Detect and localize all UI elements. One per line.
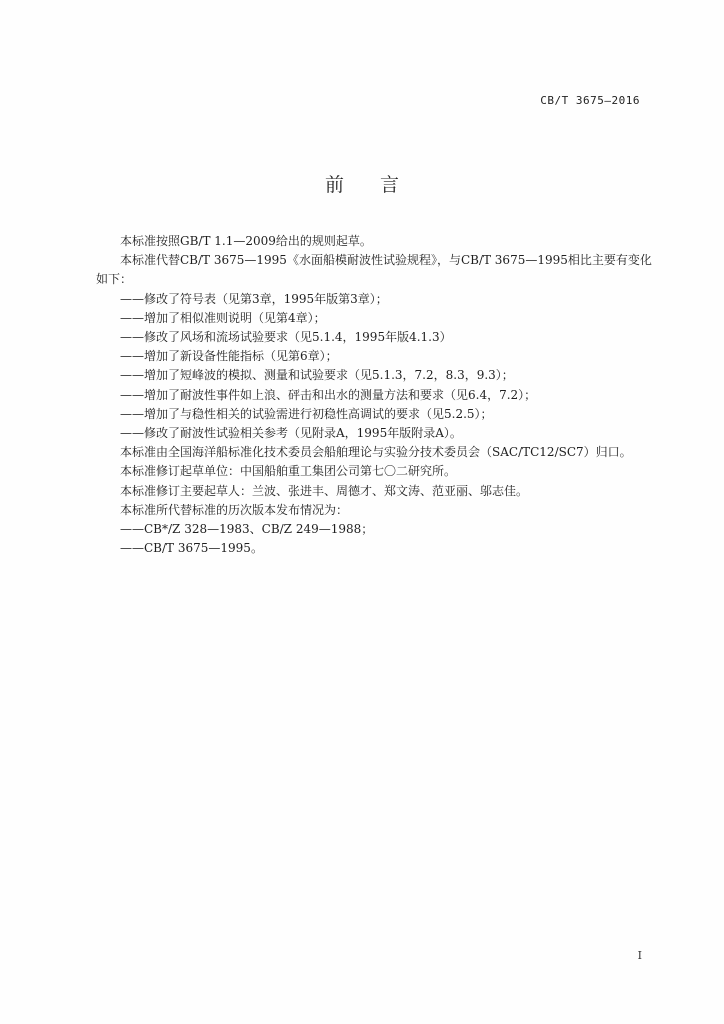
page-number: I: [637, 949, 642, 962]
change-item: ——修改了耐波性试验相关参考（见附录A，1995年版附录A）。: [120, 426, 462, 441]
paragraph-history-intro: 本标准所代替标准的历次版本发布情况为：: [120, 502, 349, 517]
change-item: ——增加了与稳性相关的试验需进行初稳性高调试的要求（见5.2.5）；: [120, 406, 493, 421]
paragraph-drafters: 本标准修订主要起草人：兰波、张进丰、周德才、郑文涛、范亚丽、邬志佳。: [120, 483, 529, 498]
history-item: ——CB/T 3675—1995。: [120, 541, 263, 556]
paragraph-replacement: 本标准代替CB/T 3675—1995《水面船模耐波性试验规程》，与CB/T 3675—1995相比主要有变化如下：: [96, 253, 652, 287]
change-item: ——修改了风场和流场试验要求（见5.1.4，1995年版4.1.3）: [120, 330, 452, 345]
change-item: ——增加了耐波性事件如上浪、砰击和出水的测量方法和要求（见6.4，7.2）；: [120, 387, 537, 402]
change-item: ——修改了符号表（见第3章，1995年版第3章）；: [120, 291, 388, 306]
paragraph-drafting-unit: 本标准修订起草单位：中国船舶重工集团公司第七〇二研究所。: [120, 464, 457, 479]
history-item: ——CB*/Z 328—1983、CB/Z 249—1988；: [120, 522, 374, 537]
change-item: ——增加了新设备性能指标（见第6章）；: [120, 349, 338, 364]
paragraph-administered-by: 本标准由全国海洋船标准化技术委员会船舶理论与实验分技术委员会（SAC/TC12/SC7）归口。: [120, 445, 632, 460]
change-item: ——增加了短峰波的模拟、测量和试验要求（见5.1.3，7.2，8.3，9.3）；: [120, 368, 514, 383]
page-title: 前言: [324, 174, 435, 196]
foreword-body: [96, 232, 656, 558]
paragraph-drafting-rules: 本标准按照GB/T 1.1—2009给出的规则起草。: [120, 234, 372, 248]
document-code: CB/T 3675—2016: [540, 94, 640, 107]
change-item: ——增加了相似准则说明（见第4章）；: [120, 310, 326, 325]
